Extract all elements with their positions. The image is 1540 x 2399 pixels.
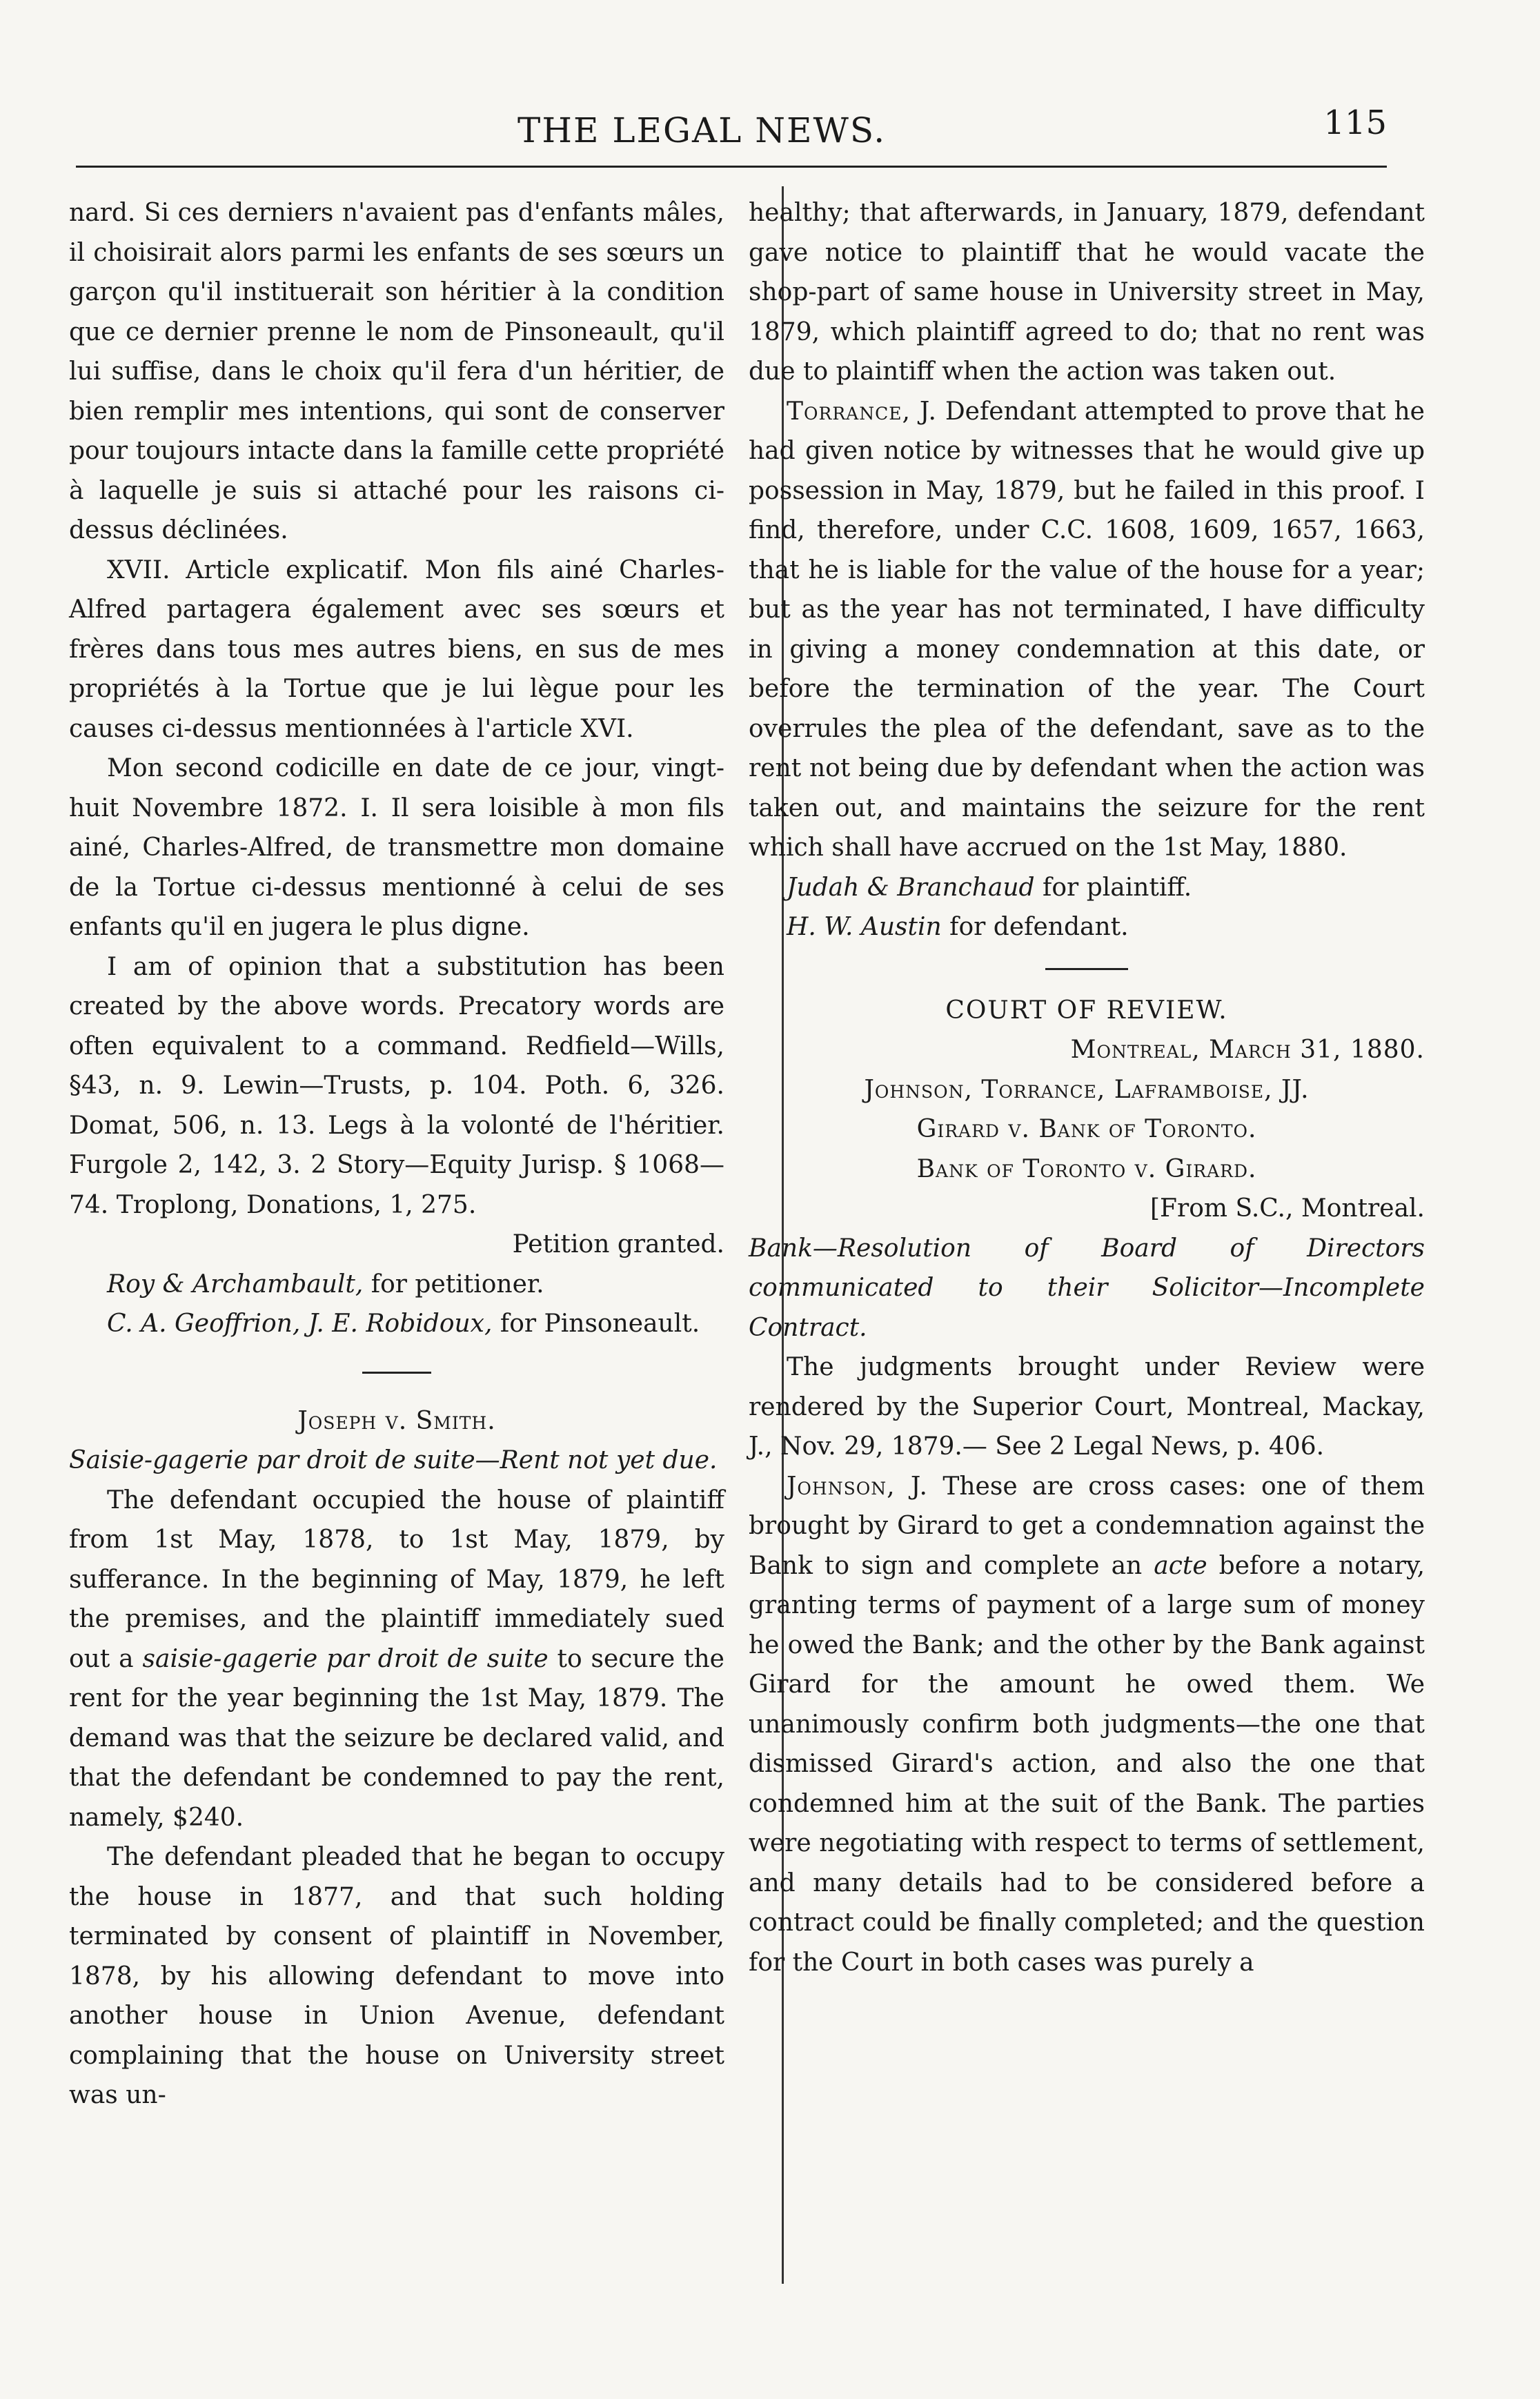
counsel-names: H. W. Austin xyxy=(787,913,942,941)
journal-title: THE LEGAL NEWS. xyxy=(517,110,887,150)
counsel-line xyxy=(749,868,1425,908)
judge-name: Johnson, J. xyxy=(787,1472,928,1501)
counsel-names: C. A. Geoffrion, J. E. Robidoux, xyxy=(107,1310,493,1338)
header-rule xyxy=(76,166,1387,168)
case-subject: Bank—Resolution of Board of Directors communicated to their Solicitor—Incomplete Contract. xyxy=(749,1234,1425,1342)
judge-name: Torrance, J. xyxy=(787,397,937,426)
text-run-italic: acte xyxy=(1154,1551,1207,1580)
text-run: These are cross cases: one of them brought by Girard to get a condemnation against the Bank to sign and complete an xyxy=(749,1472,1425,1580)
counsel-role: for defendant. xyxy=(941,913,1129,941)
counsel-names: Roy & Archambault, xyxy=(107,1270,364,1299)
case-title: Girard v. Bank of Toronto. xyxy=(916,1115,1257,1143)
text-run-italic: saisie-gagerie par droit de suite xyxy=(142,1644,549,1673)
case-title: Bank of Toronto v. Girard. xyxy=(916,1154,1257,1183)
court-heading: COURT OF REVIEW. xyxy=(945,996,1228,1025)
text-run: to secure the rent for the year beginning the 1st May, 1879. The demand was that the seizure be declared valid, and that the defendant be condemned to pay the rent, namely, $240. xyxy=(69,1644,724,1832)
counsel-role: for plaintiff. xyxy=(1034,873,1192,902)
counsel-role: for Pinsoneault. xyxy=(492,1310,700,1338)
paragraph: The judgments brought under Review were rendered by the Superior Court, Montreal, Mackay, J., Nov. 29, 1879.— See 2 Legal News, p. 406. xyxy=(749,1353,1425,1461)
counsel-line xyxy=(69,1265,724,1305)
page-header xyxy=(76,103,1387,159)
paragraph: healthy; that afterwards, in January, 1879, defendant gave notice to plaintiff that he would vacate the shop-part of same house in University street in May, 1879, which plaintiff agreed to do; that no rent was due to plaintiff when the action was taken out. xyxy=(749,199,1425,386)
paragraph: The defendant pleaded that he began to occupy the house in 1877, and that such holding terminated by consent of plaintiff in November, 1878, by his allowing defendant to move into another house in Union Avenue, defendant complaining that the house on University street was un- xyxy=(69,1843,724,2109)
right-column xyxy=(749,193,1425,1982)
judges-line: Johnson, Torrance, Laframboise, JJ. xyxy=(864,1075,1310,1104)
text-run: The defendant occupied the house of plaintiff from 1st May, 1878, to 1st May, 1879, by sufferance. In the beginning of May, 1879, he left the premises, and the plaintiff immediately sued out a xyxy=(69,1485,724,1673)
paragraph xyxy=(69,1481,724,1838)
paragraph: nard. Si ces derniers n'avaient pas d'enfants mâles, il choisirait alors parmi les enfants de ses sœurs un garçon qu'il instituerait son héritier à la condition que ce dernier prenne le nom de Pinsoneault, qu'il lui suffise, dans le choix qu'il fera d'un héritier, de bien remplir mes intentions, qui sont de conserver pour toujours intacte dans la famille cette propriété à laquelle je suis si attaché pour les raisons ci-dessus déclinées. xyxy=(69,199,724,544)
counsel-line xyxy=(69,1304,724,1344)
dateline: Montreal, March 31, 1880. xyxy=(1070,1036,1425,1064)
paragraph: I am of opinion that a substitution has been created by the above words. Precatory words are often equivalent to a command. Redfield—Wills, §43, n. 9. Lewin—Trusts, p. 104. Poth. 6, 326. Domat, 506, n. 13. Legs à la volonté de l'héritier. Furgole 2, 142, 3. 2 Story—Equity Jurisp. § 1068—74. Troplong, Donations, 1, 275. xyxy=(69,952,724,1219)
page-number: 115 xyxy=(1323,103,1387,142)
case-subject: Saisie-gagerie par droit de suite—Rent not yet due. xyxy=(69,1446,718,1474)
text-run: Defendant attempted to prove that he had given notice by witnesses that he would give up possession in May, 1879, but he failed in this proof. I find, therefore, under C.C. 1608, 1609, 1657, 1663, that he is liable for the value of the house for a year; but as the year has not terminated, I have difficulty in giving a money condemnation at this date, or before the termination of the year. The Court overrules the plea of the defendant, save as to the rent not being due by defendant when the action was taken out, and maintains the seizure for the rent which shall have accrued on the 1st May, 1880. xyxy=(749,397,1425,862)
counsel-role: for petitioner. xyxy=(363,1270,544,1299)
paragraph xyxy=(749,392,1425,868)
paragraph: XVII. Article explicatif. Mon fils ainé Charles-Alfred partagera également avec ses sœurs et frères dans tous mes autres biens, en sus de mes propriétés à la Tortue que je lui lègue pour les causes ci-dessus mentionnées à l'article XVI. xyxy=(69,555,724,743)
counsel-names: Judah & Branchaud xyxy=(787,873,1035,902)
petition-granted: Petition granted. xyxy=(512,1230,724,1258)
case-title: Joseph v. Smith. xyxy=(297,1406,496,1435)
section-separator xyxy=(362,1372,431,1374)
text-run: before a notary, granting terms of payment of a large sum of money he owed the Bank; and the other by the Bank against Girard for the amount he owed them. We unanimously confirm both judgments—the one that dismissed Girard's action, and also the one that condemned him at the suit of the Bank. The parties were negotiating with respect to terms of settlement, and many details had to be considered before a contract could be finally completed; and the question for the Court in both cases was purely a xyxy=(749,1551,1425,1977)
left-column xyxy=(69,193,724,2115)
paragraph: Mon second codicille en date de ce jour, vingt-huit Novembre 1872. I. Il sera loisible à mon fils ainé, Charles-Alfred, de transmettre mon domaine de la Tortue ci-dessus mentionné à celui de ses enfants qu'il en jugera le plus digne. xyxy=(69,754,724,941)
section-separator xyxy=(1045,968,1128,970)
paragraph xyxy=(749,1467,1425,1983)
counsel-line xyxy=(749,907,1425,947)
source-note: [From S.C., Montreal. xyxy=(1149,1194,1425,1223)
